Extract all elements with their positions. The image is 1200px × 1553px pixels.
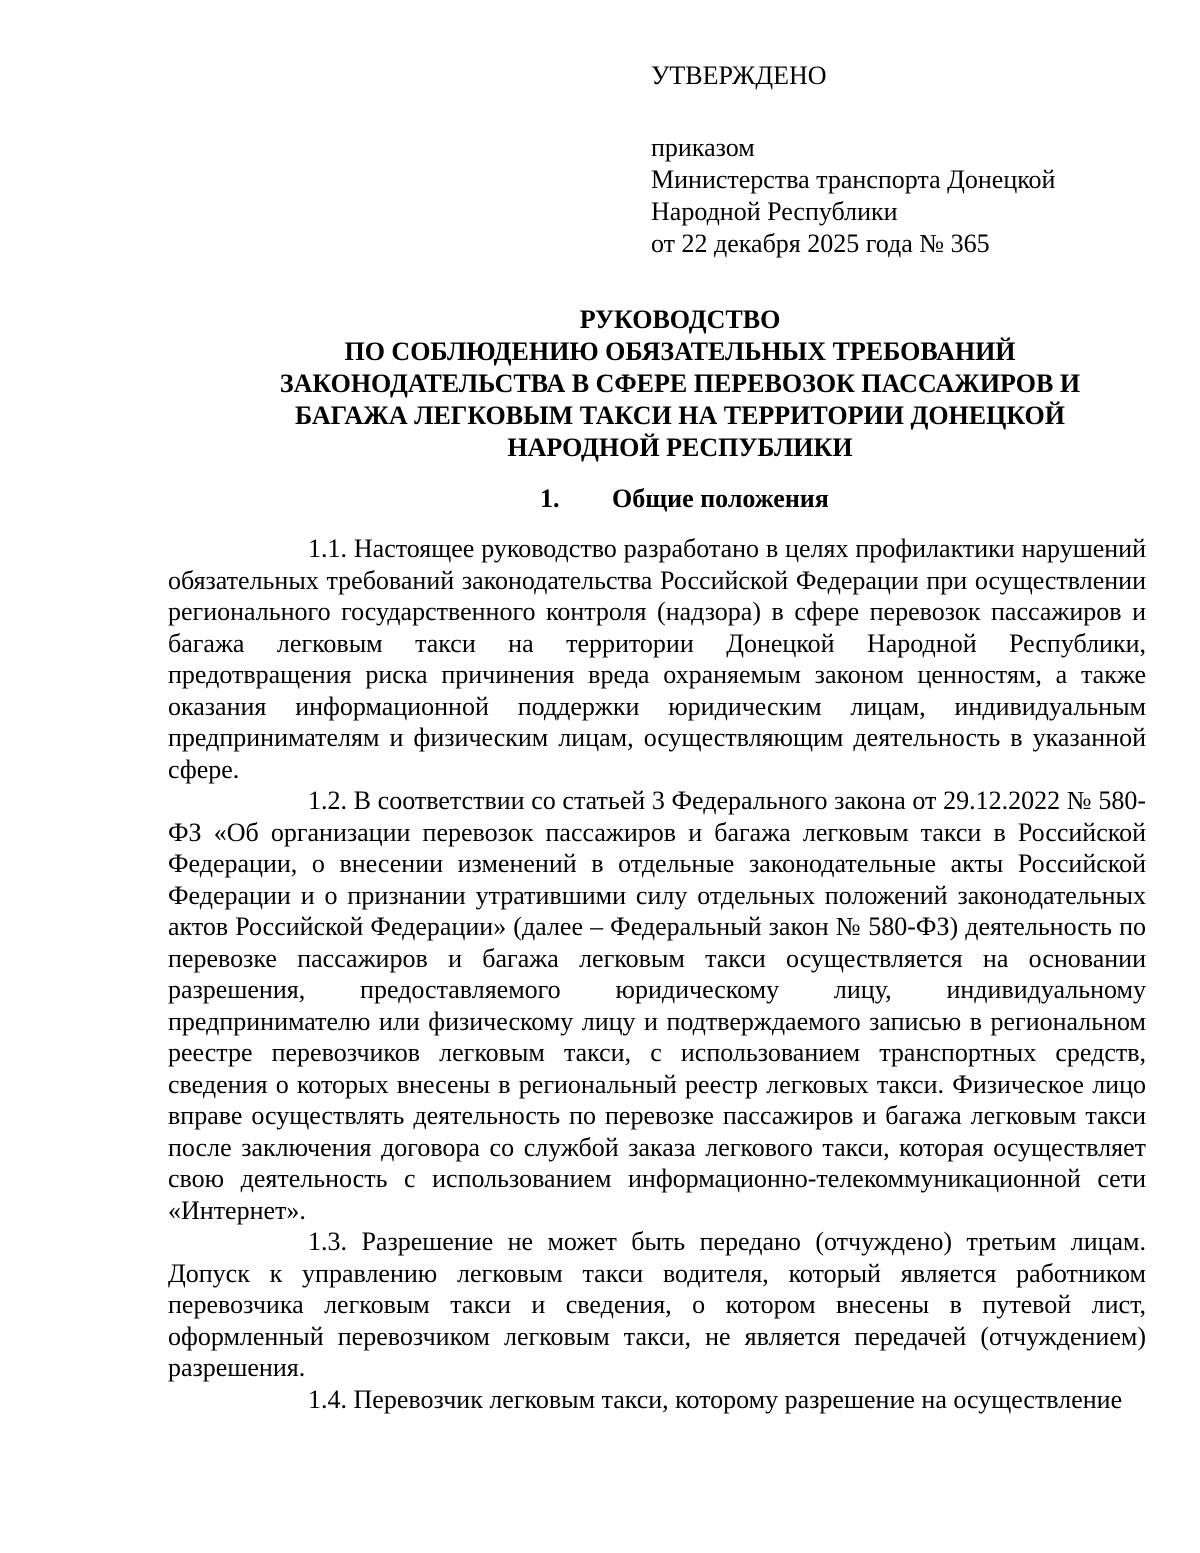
paragraph-text: Разрешение не может быть передано (отчуждено) третьим лицам. Допуск к управлению легковым такси водителя, который является работником перевозчика легковым такси и сведения, о котором внесены в путевой лист, оформленный перевозчиком легковым такси, не является передачей (отчуждением) разрешения. — [168, 1227, 1147, 1382]
section-title: Общие положения — [612, 484, 829, 513]
approval-block — [651, 60, 1151, 260]
section-number: 1. — [540, 484, 560, 513]
paragraph-number: 1.1. — [308, 534, 347, 563]
document-body — [168, 533, 1146, 1415]
paragraph-number: 1.3. — [308, 1227, 347, 1256]
document-title — [160, 304, 1200, 464]
paragraph-number: 1.4. — [308, 1384, 347, 1414]
approval-line: приказом — [651, 133, 755, 162]
approval-line: от 22 декабря 2025 года № 365 — [651, 229, 990, 258]
approved-label: УТВЕРЖДЕНО — [651, 61, 827, 90]
title-line: РУКОВОДСТВО — [579, 305, 781, 334]
paragraph — [168, 785, 1146, 1226]
title-line: НАРОДНОЙ РЕСПУБЛИКИ — [507, 433, 853, 462]
approval-line: Министерства транспорта Донецкой — [651, 165, 1056, 194]
paragraph-text: Перевозчик легковым такси, которому разрешение на осуществление — [353, 1384, 1123, 1414]
title-line: БАГАЖА ЛЕГКОВЫМ ТАКСИ НА ТЕРРИТОРИИ ДОНЕЦКОЙ — [295, 401, 1065, 430]
title-line: ПО СОБЛЮДЕНИЮ ОБЯЗАТЕЛЬНЫХ ТРЕБОВАНИЙ — [344, 337, 1016, 366]
title-line: ЗАКОНОДАТЕЛЬСТВА В СФЕРЕ ПЕРЕВОЗОК ПАССАЖИРОВ И — [279, 369, 1081, 398]
paragraph-number: 1.2. — [308, 786, 347, 815]
paragraph-text: Настоящее руководство разработано в целях профилактики нарушений обязательных требований законодательства Российской Федерации при осуществлении регионального государственного контроля (надзора) в сфере перевозок пассажиров и багажа легковым такси на территории Донецкой Народной Республики, предотвращения риска причинения вреда охраняемым законом ценностям, а также оказания информационной поддержки юридическим лицам, индивидуальным предпринимателям и физическим лицам, осуществляющим деятельность в указанной сфере. — [168, 534, 1147, 784]
paragraph — [168, 1384, 1146, 1416]
paragraph — [168, 1226, 1146, 1384]
section-heading — [540, 483, 829, 515]
paragraph — [168, 533, 1146, 785]
paragraph-text: В соответствии со статьей 3 Федерального закона от 29.12.2022 № 580-ФЗ «Об организации перевозок пассажиров и багажа легковым такси в Российской Федерации, о внесении изменений в отдельные законодательные акты Российской Федерации и о признании утратившими силу отдельных положений законодательных актов Российской Федерации» (далее – Федеральный закон № 580-ФЗ) деятельность по перевозке пассажиров и багажа легковым такси осуществляется на основании разрешения, предоставляемого юридическому лицу, индивидуальному предпринимателю или физическому лицу и подтверждаемого записью в региональном реестре перевозчиков легковым такси, с использованием транспортных средств, сведения о которых внесены в региональный реестр легковых такси. Физическое лицо вправе осуществлять деятельность по перевозке пассажиров и багажа легковым такси после заключения договора со службой заказа легкового такси, которая осуществляет свою деятельность с использованием информационно-телекоммуникационной сети «Интернет». — [168, 786, 1146, 1225]
approval-line: Народной Республики — [651, 197, 898, 226]
